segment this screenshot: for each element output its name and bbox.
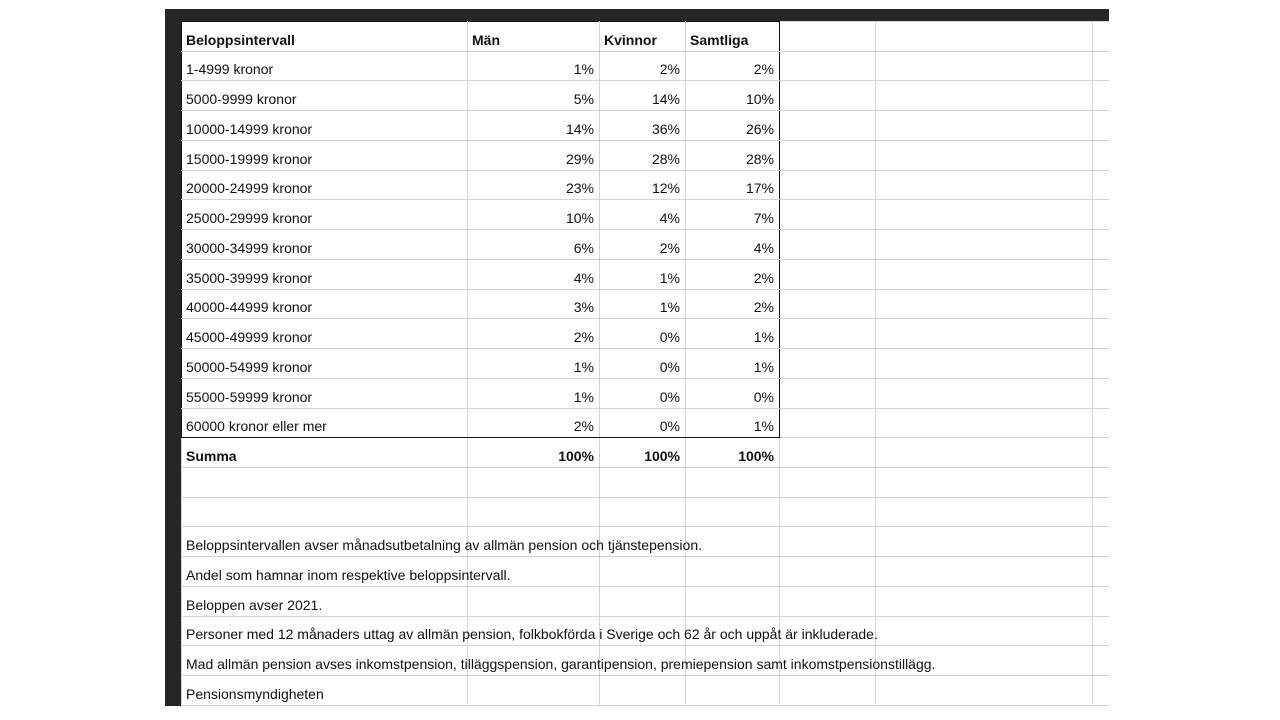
empty-cell[interactable] <box>1093 438 1110 468</box>
empty-cell[interactable] <box>876 319 1093 349</box>
empty-cell[interactable] <box>876 259 1093 289</box>
empty-cell[interactable] <box>876 289 1093 319</box>
samtliga-cell[interactable]: 26% <box>686 111 780 141</box>
empty-cell[interactable] <box>780 22 876 52</box>
empty-cell[interactable] <box>876 676 1093 706</box>
empty-cell[interactable] <box>182 468 468 498</box>
empty-cell[interactable] <box>600 586 686 616</box>
empty-cell[interactable] <box>876 81 1093 111</box>
empty-cell[interactable] <box>1093 140 1110 170</box>
empty-cell[interactable] <box>1093 468 1110 498</box>
empty-cell[interactable] <box>876 586 1093 616</box>
empty-cell[interactable] <box>600 468 686 498</box>
table-row <box>182 230 1110 260</box>
table-row <box>182 319 1110 349</box>
empty-cell[interactable] <box>1093 586 1110 616</box>
table-row <box>182 81 1110 111</box>
empty-cell[interactable] <box>780 289 876 319</box>
kvinnor-cell[interactable]: 28% <box>600 140 686 170</box>
empty-cell[interactable] <box>1093 22 1110 52</box>
empty-cell[interactable] <box>780 497 876 527</box>
empty-cell[interactable] <box>876 408 1093 438</box>
empty-cell[interactable] <box>600 676 686 706</box>
interval-cell[interactable]: 15000-19999 kronor <box>182 140 468 170</box>
empty-cell[interactable] <box>1093 408 1110 438</box>
empty-cell[interactable] <box>1093 200 1110 230</box>
man-cell[interactable]: 10% <box>468 200 600 230</box>
empty-cell[interactable] <box>1093 676 1110 706</box>
empty-cell[interactable] <box>876 140 1093 170</box>
table-row <box>182 289 1110 319</box>
table-row <box>182 349 1110 379</box>
empty-cell[interactable] <box>1093 170 1110 200</box>
empty-cell[interactable] <box>780 319 876 349</box>
empty-cell[interactable] <box>876 616 1093 646</box>
man-cell[interactable]: 6% <box>468 230 600 260</box>
note-cell[interactable]: Beloppen avser 2021. <box>182 586 468 616</box>
interval-cell[interactable]: 45000-49999 kronor <box>182 319 468 349</box>
man-cell[interactable]: 1% <box>468 349 600 379</box>
empty-cell[interactable] <box>780 170 876 200</box>
interval-cell[interactable]: 20000-24999 kronor <box>182 170 468 200</box>
table-row <box>182 111 1110 141</box>
note-cell[interactable]: Personer med 12 månaders uttag av allmän pension, folkbokförda i Sverige och 62 år och uppåt är inkluderade. <box>182 616 468 646</box>
empty-cell[interactable] <box>1093 51 1110 81</box>
empty-cell[interactable] <box>876 497 1093 527</box>
empty-cell[interactable] <box>780 468 876 498</box>
samtliga-cell[interactable]: 0% <box>686 378 780 408</box>
samtliga-cell[interactable]: 10% <box>686 81 780 111</box>
empty-cell[interactable] <box>876 378 1093 408</box>
note-row <box>182 586 1110 616</box>
empty-cell[interactable] <box>468 497 600 527</box>
empty-cell[interactable] <box>780 51 876 81</box>
spreadsheet <box>165 9 1109 706</box>
empty-cell[interactable] <box>1093 319 1110 349</box>
interval-cell[interactable]: 60000 kronor eller mer <box>182 408 468 438</box>
interval-cell[interactable]: 40000-44999 kronor <box>182 289 468 319</box>
summary-row <box>182 438 1110 468</box>
empty-cell[interactable] <box>1093 378 1110 408</box>
man-cell[interactable]: 29% <box>468 140 600 170</box>
empty-cell[interactable] <box>1093 81 1110 111</box>
empty-cell[interactable] <box>780 111 876 141</box>
interval-cell[interactable]: 30000-34999 kronor <box>182 230 468 260</box>
empty-cell[interactable] <box>876 200 1093 230</box>
empty-cell[interactable] <box>780 349 876 379</box>
empty-row <box>182 468 1110 498</box>
empty-cell[interactable] <box>780 557 876 587</box>
source-cell[interactable]: Pensionsmyndigheten <box>182 676 468 706</box>
empty-row <box>182 497 1110 527</box>
note-row <box>182 527 1110 557</box>
header-man[interactable]: Män <box>468 22 600 52</box>
empty-cell[interactable] <box>1093 616 1110 646</box>
header-kvinnor[interactable]: Kvinnor <box>600 22 686 52</box>
empty-cell[interactable] <box>1093 259 1110 289</box>
cell-grid <box>181 21 1109 706</box>
empty-cell[interactable] <box>1093 497 1110 527</box>
empty-cell[interactable] <box>876 22 1093 52</box>
empty-cell[interactable] <box>686 468 780 498</box>
man-cell[interactable]: 1% <box>468 378 600 408</box>
samtliga-cell[interactable]: 2% <box>686 289 780 319</box>
empty-cell[interactable] <box>780 527 876 557</box>
man-cell[interactable]: 1% <box>468 51 600 81</box>
interval-cell[interactable]: 55000-59999 kronor <box>182 378 468 408</box>
empty-cell[interactable] <box>876 527 1093 557</box>
table-row <box>182 408 1110 438</box>
kvinnor-cell[interactable]: 12% <box>600 170 686 200</box>
note-row <box>182 616 1110 646</box>
empty-cell[interactable] <box>876 230 1093 260</box>
empty-cell[interactable] <box>686 676 780 706</box>
table-row <box>182 200 1110 230</box>
samtliga-cell[interactable]: 17% <box>686 170 780 200</box>
empty-cell[interactable] <box>686 586 780 616</box>
samtliga-cell[interactable]: 2% <box>686 51 780 81</box>
summary-man[interactable]: 100% <box>468 438 600 468</box>
empty-cell[interactable] <box>686 557 780 587</box>
man-cell[interactable]: 5% <box>468 81 600 111</box>
summary-samtliga[interactable]: 100% <box>686 438 780 468</box>
empty-cell[interactable] <box>876 557 1093 587</box>
empty-cell[interactable] <box>876 349 1093 379</box>
samtliga-cell[interactable]: 4% <box>686 230 780 260</box>
empty-cell[interactable] <box>182 497 468 527</box>
header-beloppsintervall[interactable]: Beloppsintervall <box>182 22 468 52</box>
empty-cell[interactable] <box>876 51 1093 81</box>
interval-cell[interactable]: 5000-9999 kronor <box>182 81 468 111</box>
empty-cell[interactable] <box>1093 289 1110 319</box>
man-cell[interactable]: 2% <box>468 408 600 438</box>
kvinnor-cell[interactable]: 1% <box>600 259 686 289</box>
empty-cell[interactable] <box>780 259 876 289</box>
empty-cell[interactable] <box>468 676 600 706</box>
samtliga-cell[interactable]: 28% <box>686 140 780 170</box>
empty-cell[interactable] <box>600 497 686 527</box>
kvinnor-cell[interactable]: 0% <box>600 349 686 379</box>
summary-label[interactable]: Summa <box>182 438 468 468</box>
man-cell[interactable]: 14% <box>468 111 600 141</box>
table-row <box>182 170 1110 200</box>
kvinnor-cell[interactable]: 2% <box>600 51 686 81</box>
column-header-bar[interactable] <box>165 9 1109 21</box>
empty-cell[interactable] <box>600 557 686 587</box>
row-header-bar[interactable] <box>165 9 181 706</box>
empty-cell[interactable] <box>876 170 1093 200</box>
table-row <box>182 140 1110 170</box>
samtliga-cell[interactable]: 7% <box>686 200 780 230</box>
table-row <box>182 51 1110 81</box>
note-cell[interactable]: Andel som hamnar inom respektive beloppsintervall. <box>182 557 468 587</box>
empty-cell[interactable] <box>780 586 876 616</box>
kvinnor-cell[interactable]: 4% <box>600 200 686 230</box>
interval-cell[interactable]: 35000-39999 kronor <box>182 259 468 289</box>
note-cell[interactable]: Mad allmän pension avses inkomstpension, tilläggspension, garantipension, premiepension samt inkomstpensionstillägg. <box>182 646 468 676</box>
empty-cell[interactable] <box>780 408 876 438</box>
empty-cell[interactable] <box>780 140 876 170</box>
empty-cell[interactable] <box>1093 646 1110 676</box>
note-row <box>182 676 1110 706</box>
kvinnor-cell[interactable]: 36% <box>600 111 686 141</box>
empty-cell[interactable] <box>876 111 1093 141</box>
interval-cell[interactable]: 50000-54999 kronor <box>182 349 468 379</box>
empty-cell[interactable] <box>1093 111 1110 141</box>
kvinnor-cell[interactable]: 1% <box>600 289 686 319</box>
table-row <box>182 259 1110 289</box>
samtliga-cell[interactable]: 1% <box>686 408 780 438</box>
kvinnor-cell[interactable]: 14% <box>600 81 686 111</box>
empty-cell[interactable] <box>1093 557 1110 587</box>
empty-cell[interactable] <box>780 81 876 111</box>
note-row <box>182 557 1110 587</box>
kvinnor-cell[interactable]: 2% <box>600 230 686 260</box>
summary-kvinnor[interactable]: 100% <box>600 438 686 468</box>
table-header-row <box>182 22 1110 52</box>
empty-cell[interactable] <box>780 438 876 468</box>
kvinnor-cell[interactable]: 0% <box>600 319 686 349</box>
samtliga-cell[interactable]: 1% <box>686 319 780 349</box>
samtliga-cell[interactable]: 1% <box>686 349 780 379</box>
empty-cell[interactable] <box>468 468 600 498</box>
empty-cell[interactable] <box>780 230 876 260</box>
table-row <box>182 378 1110 408</box>
empty-cell[interactable] <box>1093 527 1110 557</box>
kvinnor-cell[interactable]: 0% <box>600 378 686 408</box>
interval-cell[interactable]: 1-4999 kronor <box>182 51 468 81</box>
samtliga-cell[interactable]: 2% <box>686 259 780 289</box>
empty-cell[interactable] <box>1093 349 1110 379</box>
interval-cell[interactable]: 25000-29999 kronor <box>182 200 468 230</box>
man-cell[interactable]: 23% <box>468 170 600 200</box>
empty-cell[interactable] <box>686 497 780 527</box>
note-row <box>182 646 1110 676</box>
header-samtliga[interactable]: Samtliga <box>686 22 780 52</box>
man-cell[interactable]: 3% <box>468 289 600 319</box>
kvinnor-cell[interactable]: 0% <box>600 408 686 438</box>
empty-cell[interactable] <box>1093 230 1110 260</box>
empty-cell[interactable] <box>780 378 876 408</box>
empty-cell[interactable] <box>876 468 1093 498</box>
man-cell[interactable]: 4% <box>468 259 600 289</box>
note-cell[interactable]: Beloppsintervallen avser månadsutbetalning av allmän pension och tjänstepension. <box>182 527 468 557</box>
empty-cell[interactable] <box>780 676 876 706</box>
empty-cell[interactable] <box>468 586 600 616</box>
interval-cell[interactable]: 10000-14999 kronor <box>182 111 468 141</box>
man-cell[interactable]: 2% <box>468 319 600 349</box>
empty-cell[interactable] <box>780 200 876 230</box>
empty-cell[interactable] <box>876 438 1093 468</box>
